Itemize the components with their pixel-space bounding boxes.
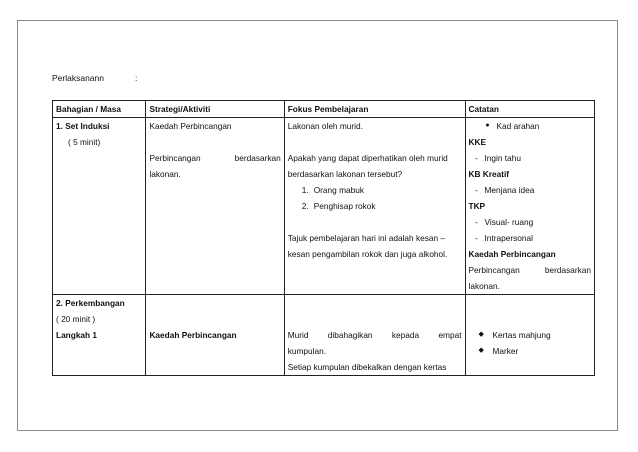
- row1-strategi: [146, 118, 284, 295]
- langkah-label: Langkah 1: [56, 330, 98, 340]
- strategi-kaedah: Kaedah Perbincangan: [149, 121, 232, 131]
- catatan-last: lakonan.: [468, 281, 500, 291]
- table-row: [53, 118, 595, 295]
- perkembangan-time: ( 20 minit ): [56, 314, 96, 324]
- kb-label: KB Kreatif: [468, 169, 510, 179]
- row1-fokus: [284, 118, 465, 295]
- table-row: [53, 295, 595, 376]
- perkembangan-title: 2. Perkembangan: [56, 298, 125, 308]
- list-item: - Menjana idea: [475, 185, 535, 195]
- header-catatan: Catatan: [465, 101, 595, 118]
- row2-fokus-line2: kumpulan.: [287, 346, 326, 356]
- fokus-line4: Tajuk pembelajaran hari ini adalah kesan –: [287, 233, 445, 243]
- set-induksi-time: ( 5 minit): [68, 137, 101, 147]
- fokus-line5: kesan pengambilan rokok dan juga alkohol.: [287, 249, 448, 259]
- list-item: ● Kad arahan: [469, 118, 592, 134]
- heading-label: Perlaksanann: [52, 73, 104, 83]
- heading-colon: :: [135, 73, 138, 83]
- row2-fokus-line3: Setiap kumpulan dibekalkan dengan kertas: [287, 362, 447, 372]
- row1-catatan: [465, 118, 595, 295]
- header-fokus: Fokus Pembelajaran: [284, 101, 465, 118]
- fokus-line3: berdasarkan lakonan tersebut?: [287, 169, 403, 179]
- strategi-line3: lakonan.: [149, 169, 181, 179]
- row2-fokus: [284, 295, 465, 376]
- diamond-bullet-icon: ◆: [478, 347, 484, 354]
- tkp-label: TKP: [468, 201, 486, 211]
- diamond-bullet-icon: ◆: [478, 331, 484, 338]
- list-item: ◆ Kertas mahjung: [469, 327, 592, 343]
- list-item: - Visual- ruang: [475, 217, 534, 227]
- strategi-line2: Perbincangan berdasarkan: [149, 153, 281, 163]
- header-strategi: Strategi/Aktiviti: [146, 101, 284, 118]
- table-header-row: [53, 101, 595, 118]
- row1-bahagian: [53, 118, 146, 295]
- fokus-line2: Apakah yang dapat diperhatikan oleh murid: [287, 153, 448, 163]
- lesson-table: [52, 100, 595, 376]
- list-item: 2. Penghisap rokok: [301, 201, 376, 211]
- set-induksi-title: 1. Set Induksi: [56, 121, 110, 131]
- kaedah-label: Kaedah Perbincangan: [468, 249, 556, 259]
- kke-label: KKE: [468, 137, 487, 147]
- row2-strategi: [146, 295, 284, 376]
- list-item: ◆ Marker: [469, 343, 592, 359]
- list-item: - Intrapersonal: [475, 233, 533, 243]
- fokus-line1: Lakonan oleh murid.: [287, 121, 363, 131]
- fokus-list: [288, 182, 462, 214]
- catatan-justified: Perbincangan berdasarkan: [468, 265, 591, 275]
- row2-fokus-line1: Murid dibahagikan kepada empat: [287, 330, 462, 340]
- row2-kaedah: Kaedah Perbincangan: [149, 330, 237, 340]
- list-item: 1. Orang mabuk: [301, 185, 364, 195]
- bullet-icon: ●: [485, 122, 490, 129]
- header-bahagian: Bahagian / Masa: [53, 101, 146, 118]
- section-heading: [52, 73, 138, 83]
- list-item: - Ingin tahu: [475, 153, 521, 163]
- row2-catatan: [465, 295, 595, 376]
- row2-bahagian: [53, 295, 146, 376]
